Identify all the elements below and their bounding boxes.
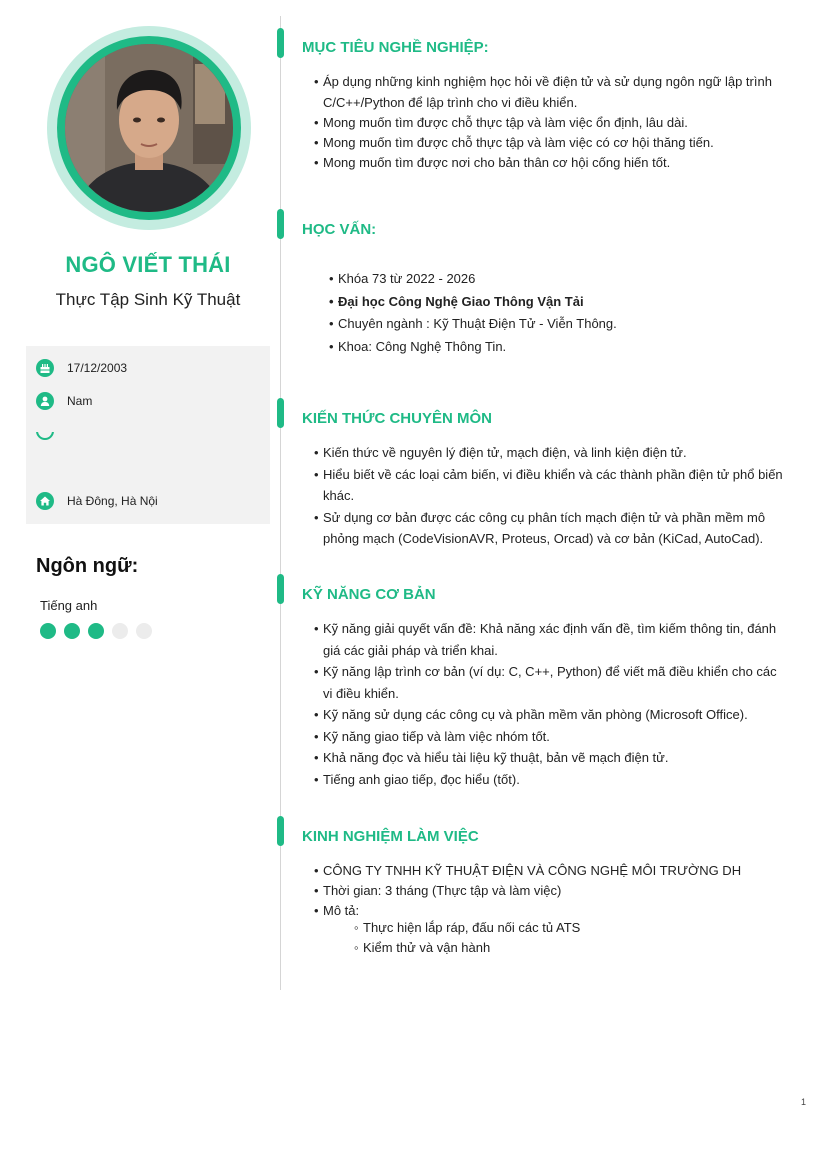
section-marker bbox=[277, 574, 284, 604]
knowledge-list bbox=[314, 442, 784, 550]
address-value: Hà Đông, Hà Nội bbox=[67, 494, 158, 508]
list-item: • Mong muốn tìm được nơi cho bản thân cơ hội cống hiến tốt. bbox=[314, 153, 774, 173]
objective-list bbox=[314, 71, 774, 173]
language-level bbox=[40, 623, 160, 639]
candidate-name: NGÔ VIẾT THÁI bbox=[65, 252, 231, 277]
section-title-objective: MỤC TIÊU NGHỀ NGHIỆP: bbox=[302, 39, 489, 56]
section-title-skills: KỸ NĂNG CƠ BẢN bbox=[302, 586, 436, 603]
list-item: • Mô tả: bbox=[314, 901, 784, 921]
section-title-knowledge: KIẾN THỨC CHUYÊN MÔN bbox=[302, 410, 492, 427]
gender-row bbox=[36, 392, 92, 410]
personal-info-panel bbox=[26, 346, 270, 524]
candidate-role: Thực Tập Sinh Kỹ Thuật bbox=[55, 290, 241, 309]
profile-photo-image bbox=[65, 44, 233, 212]
list-item: • Kỹ năng giao tiếp và làm việc nhóm tốt. bbox=[314, 726, 784, 748]
list-item: • Khả năng đọc và hiểu tài liệu kỹ thuật, bản vẽ mạch điện tử. bbox=[314, 747, 784, 769]
sub-list-item: ◦ Kiểm thử và vận hành bbox=[354, 938, 814, 958]
list-item: • Kỹ năng giải quyết vấn đề: Khả năng xác định vấn đề, tìm kiếm thông tin, đánh giá các giải pháp và triển khai. bbox=[314, 618, 784, 661]
list-item: • Kỹ năng lập trình cơ bản (ví dụ: C, C++, Python) để viết mã điều khiển cho các vi điều khiển. bbox=[314, 661, 784, 704]
birthday-row bbox=[36, 359, 127, 377]
list-item: • Tiếng anh giao tiếp, đọc hiểu (tốt). bbox=[314, 769, 784, 791]
level-dot bbox=[64, 623, 80, 639]
section-title-education: HỌC VẤN: bbox=[302, 221, 377, 238]
avatar bbox=[47, 26, 251, 230]
list-item: • Hiểu biết về các loại cảm biến, vi điều khiển và các thành phần điện tử phổ biến khác. bbox=[314, 464, 784, 507]
level-dot bbox=[136, 623, 152, 639]
birthday-value: 17/12/2003 bbox=[67, 361, 128, 375]
experience-sublist bbox=[314, 918, 814, 958]
section-marker bbox=[277, 816, 284, 846]
languages-heading: Ngôn ngữ: bbox=[36, 555, 139, 577]
section-marker bbox=[277, 398, 284, 428]
profile-photo bbox=[65, 44, 233, 212]
level-dot bbox=[112, 623, 128, 639]
list-item: • CÔNG TY TNHH KỸ THUẬT ĐIỆN VÀ CÔNG NGHỆ MÔI TRƯỜNG DH bbox=[314, 861, 784, 881]
section-marker bbox=[277, 28, 284, 58]
experience-list bbox=[314, 861, 784, 921]
section-marker bbox=[277, 209, 284, 239]
home-icon bbox=[36, 492, 54, 510]
page-number: 1 bbox=[801, 1097, 807, 1107]
person-icon bbox=[36, 392, 54, 410]
address-row bbox=[36, 492, 158, 510]
skills-list bbox=[314, 618, 784, 790]
level-dot bbox=[88, 623, 104, 639]
list-item: • Áp dụng những kinh nghiệm học hỏi về điện tử và sử dụng ngôn ngữ lập trình C/C++/Python để lập trình cho vi điều khiển. bbox=[314, 71, 774, 113]
sidebar bbox=[0, 0, 280, 1170]
list-item: • Khóa 73 từ 2022 - 2026 bbox=[329, 268, 769, 291]
language-name: Tiếng anh bbox=[40, 598, 98, 613]
list-item: • Đại học Công Nghệ Giao Thông Vận Tải bbox=[329, 291, 769, 314]
section-title-experience: KINH NGHIỆM LÀM VIỆC bbox=[302, 828, 479, 845]
cake-icon bbox=[36, 359, 54, 377]
education-list bbox=[329, 268, 769, 358]
list-item: • Thời gian: 3 tháng (Thực tập và làm việc) bbox=[314, 881, 784, 901]
partial-icon bbox=[36, 432, 54, 440]
list-item: • Mong muốn tìm được chỗ thực tập và làm việc có cơ hội thăng tiến. bbox=[314, 133, 774, 153]
list-item: • Sử dụng cơ bản được các công cụ phân tích mạch điện tử và phần mềm mô phỏng mạch (CodeVisionAVR, Proteus, Orcad) và cơ bản (KiCad, AutoCad). bbox=[314, 507, 784, 550]
list-item: • Chuyên ngành : Kỹ Thuật Điện Tử - Viễn Thông. bbox=[329, 313, 769, 336]
list-item: • Kiến thức về nguyên lý điện tử, mạch điện, và linh kiện điện tử. bbox=[314, 442, 784, 464]
list-item: • Kỹ năng sử dụng các công cụ và phần mềm văn phòng (Microsoft Office). bbox=[314, 704, 784, 726]
gender-value: Nam bbox=[67, 394, 93, 408]
list-item: • Mong muốn tìm được chỗ thực tập và làm việc ổn định, lâu dài. bbox=[314, 113, 774, 133]
list-item: • Khoa: Công Nghệ Thông Tin. bbox=[329, 336, 769, 359]
level-dot bbox=[40, 623, 56, 639]
sub-list-item: ◦ Thực hiện lắp ráp, đấu nối các tủ ATS bbox=[354, 918, 814, 938]
